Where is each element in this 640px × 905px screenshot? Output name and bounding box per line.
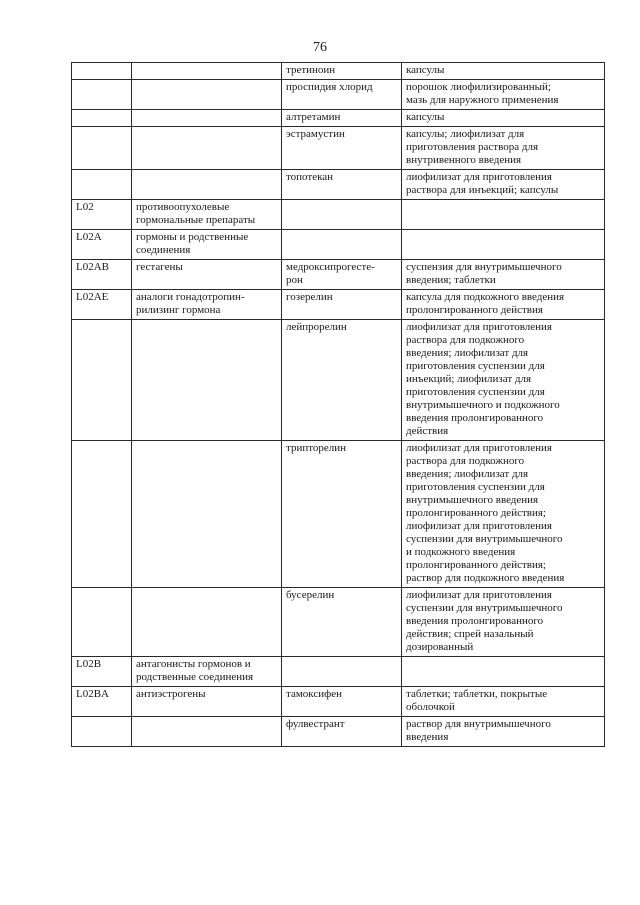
- substance-cell: [282, 110, 402, 127]
- dosage-form-text: лиофилизат для приготовления раствора для подкожного введения; лиофилизат для приготовления суспензии для инъекций; лиофилизат для приготовления суспензии для внутримышечного и подкожного введения пролонгированного действия: [406, 321, 560, 437]
- dosage-form-text: капсула для подкожного введения пролонгированного действия: [406, 291, 565, 316]
- dosage-form-text: лиофилизат для приготовления суспензии для внутримышечного введения пролонгированного действия; спрей назальный дозированный: [406, 589, 563, 653]
- substance-cell: [282, 170, 402, 200]
- dosage-form-cell: [402, 687, 605, 717]
- group-name-cell: [132, 657, 282, 687]
- group-name-text: противоопухолевые гормональные препараты: [136, 201, 256, 226]
- group-name-text: аналоги гонадотропин- рилизинг гормона: [136, 291, 245, 316]
- atc-code-cell: [72, 110, 132, 127]
- atc-code-cell: [72, 657, 132, 687]
- atc-code-cell: [72, 588, 132, 657]
- group-name-cell: [132, 290, 282, 320]
- dosage-form-cell: [402, 588, 605, 657]
- table-row: [72, 441, 605, 588]
- group-name-text: антиэстрогены: [136, 688, 206, 700]
- atc-code-cell: [72, 320, 132, 441]
- table-row: [72, 170, 605, 200]
- group-name-text: гестагены: [136, 261, 183, 273]
- dosage-form-text: капсулы: [406, 111, 445, 123]
- table-row: [72, 260, 605, 290]
- table-row: [72, 320, 605, 441]
- atc-code-text: L02AB: [76, 261, 109, 273]
- dosage-form-cell: [402, 717, 605, 747]
- substance-cell: [282, 230, 402, 260]
- group-name-cell: [132, 127, 282, 170]
- group-name-cell: [132, 717, 282, 747]
- table-row: [72, 200, 605, 230]
- table-row: [72, 717, 605, 747]
- dosage-form-text: капсулы; лиофилизат для приготовления раствора для внутривенного введения: [406, 128, 538, 166]
- dosage-form-text: таблетки; таблетки, покрытые оболочкой: [406, 688, 548, 713]
- dosage-form-cell: [402, 230, 605, 260]
- dosage-form-cell: [402, 63, 605, 80]
- atc-code-cell: [72, 290, 132, 320]
- atc-code-cell: [72, 230, 132, 260]
- substance-cell: [282, 657, 402, 687]
- atc-code-cell: [72, 260, 132, 290]
- table-row: [72, 657, 605, 687]
- dosage-form-text: капсулы: [406, 64, 445, 76]
- substance-text: топотекан: [286, 171, 334, 183]
- atc-code-text: L02B: [76, 658, 102, 670]
- substance-cell: [282, 200, 402, 230]
- substance-text: третиноин: [286, 64, 336, 76]
- atc-code-text: L02A: [76, 231, 102, 243]
- atc-code-cell: [72, 717, 132, 747]
- dosage-form-text: раствор для внутримышечного введения: [406, 718, 551, 743]
- substance-cell: [282, 127, 402, 170]
- table-row: [72, 110, 605, 127]
- substance-text: алтретамин: [286, 111, 341, 123]
- atc-code-cell: [72, 63, 132, 80]
- substance-text: фулвестрант: [286, 718, 345, 730]
- substance-cell: [282, 80, 402, 110]
- group-name-text: антагонисты гормонов и родственные соединения: [136, 658, 254, 683]
- dosage-form-cell: [402, 657, 605, 687]
- substance-cell: [282, 63, 402, 80]
- dosage-form-text: лиофилизат для приготовления раствора для подкожного введения; лиофилизат для приготовления суспензии для внутримышечного введения пролонгированного действия; лиофилизат для приготовления суспензии для внутримышечного и подкожного введения пролонгированного действия; раствор для подкожного введения: [406, 442, 565, 584]
- dosage-form-cell: [402, 200, 605, 230]
- substance-text: тамоксифен: [286, 688, 343, 700]
- group-name-cell: [132, 441, 282, 588]
- dosage-form-text: порошок лиофилизированный; мазь для наружного применения: [406, 81, 559, 106]
- group-name-cell: [132, 588, 282, 657]
- dosage-form-cell: [402, 110, 605, 127]
- atc-code-cell: [72, 687, 132, 717]
- atc-code-cell: [72, 127, 132, 170]
- table-row: [72, 290, 605, 320]
- table-row: [72, 588, 605, 657]
- table-row: [72, 63, 605, 80]
- table-row: [72, 80, 605, 110]
- substance-text: медроксипрогесте- рон: [286, 261, 375, 286]
- atc-code-cell: [72, 441, 132, 588]
- atc-code-text: L02AE: [76, 291, 109, 303]
- atc-code-cell: [72, 170, 132, 200]
- substance-text: трипторелин: [286, 442, 347, 454]
- dosage-form-cell: [402, 320, 605, 441]
- dosage-form-cell: [402, 170, 605, 200]
- table-row: [72, 127, 605, 170]
- substance-text: проспидия хлорид: [286, 81, 373, 93]
- dosage-form-cell: [402, 127, 605, 170]
- dosage-form-cell: [402, 441, 605, 588]
- page-number: 76: [313, 40, 327, 55]
- group-name-text: гормоны и родственные соединения: [136, 231, 249, 256]
- substance-cell: [282, 290, 402, 320]
- substance-text: лейпрорелин: [286, 321, 347, 333]
- substance-text: эстрамустин: [286, 128, 345, 140]
- group-name-cell: [132, 260, 282, 290]
- group-name-cell: [132, 63, 282, 80]
- substance-text: бусерелин: [286, 589, 335, 601]
- group-name-cell: [132, 320, 282, 441]
- dosage-form-cell: [402, 260, 605, 290]
- atc-code-text: L02BA: [76, 688, 109, 700]
- group-name-cell: [132, 170, 282, 200]
- substance-cell: [282, 588, 402, 657]
- substance-cell: [282, 441, 402, 588]
- table-row: [72, 687, 605, 717]
- dosage-form-cell: [402, 290, 605, 320]
- drug-table: [71, 62, 605, 747]
- substance-cell: [282, 717, 402, 747]
- substance-cell: [282, 260, 402, 290]
- dosage-form-cell: [402, 80, 605, 110]
- atc-code-cell: [72, 80, 132, 110]
- group-name-cell: [132, 687, 282, 717]
- table-row: [72, 230, 605, 260]
- group-name-cell: [132, 80, 282, 110]
- group-name-cell: [132, 230, 282, 260]
- substance-cell: [282, 320, 402, 441]
- group-name-cell: [132, 110, 282, 127]
- substance-cell: [282, 687, 402, 717]
- group-name-cell: [132, 200, 282, 230]
- dosage-form-text: лиофилизат для приготовления раствора для инъекций; капсулы: [406, 171, 559, 196]
- substance-text: гозерелин: [286, 291, 333, 303]
- dosage-form-text: суспензия для внутримышечного введения; таблетки: [406, 261, 562, 286]
- atc-code-cell: [72, 200, 132, 230]
- atc-code-text: L02: [76, 201, 94, 213]
